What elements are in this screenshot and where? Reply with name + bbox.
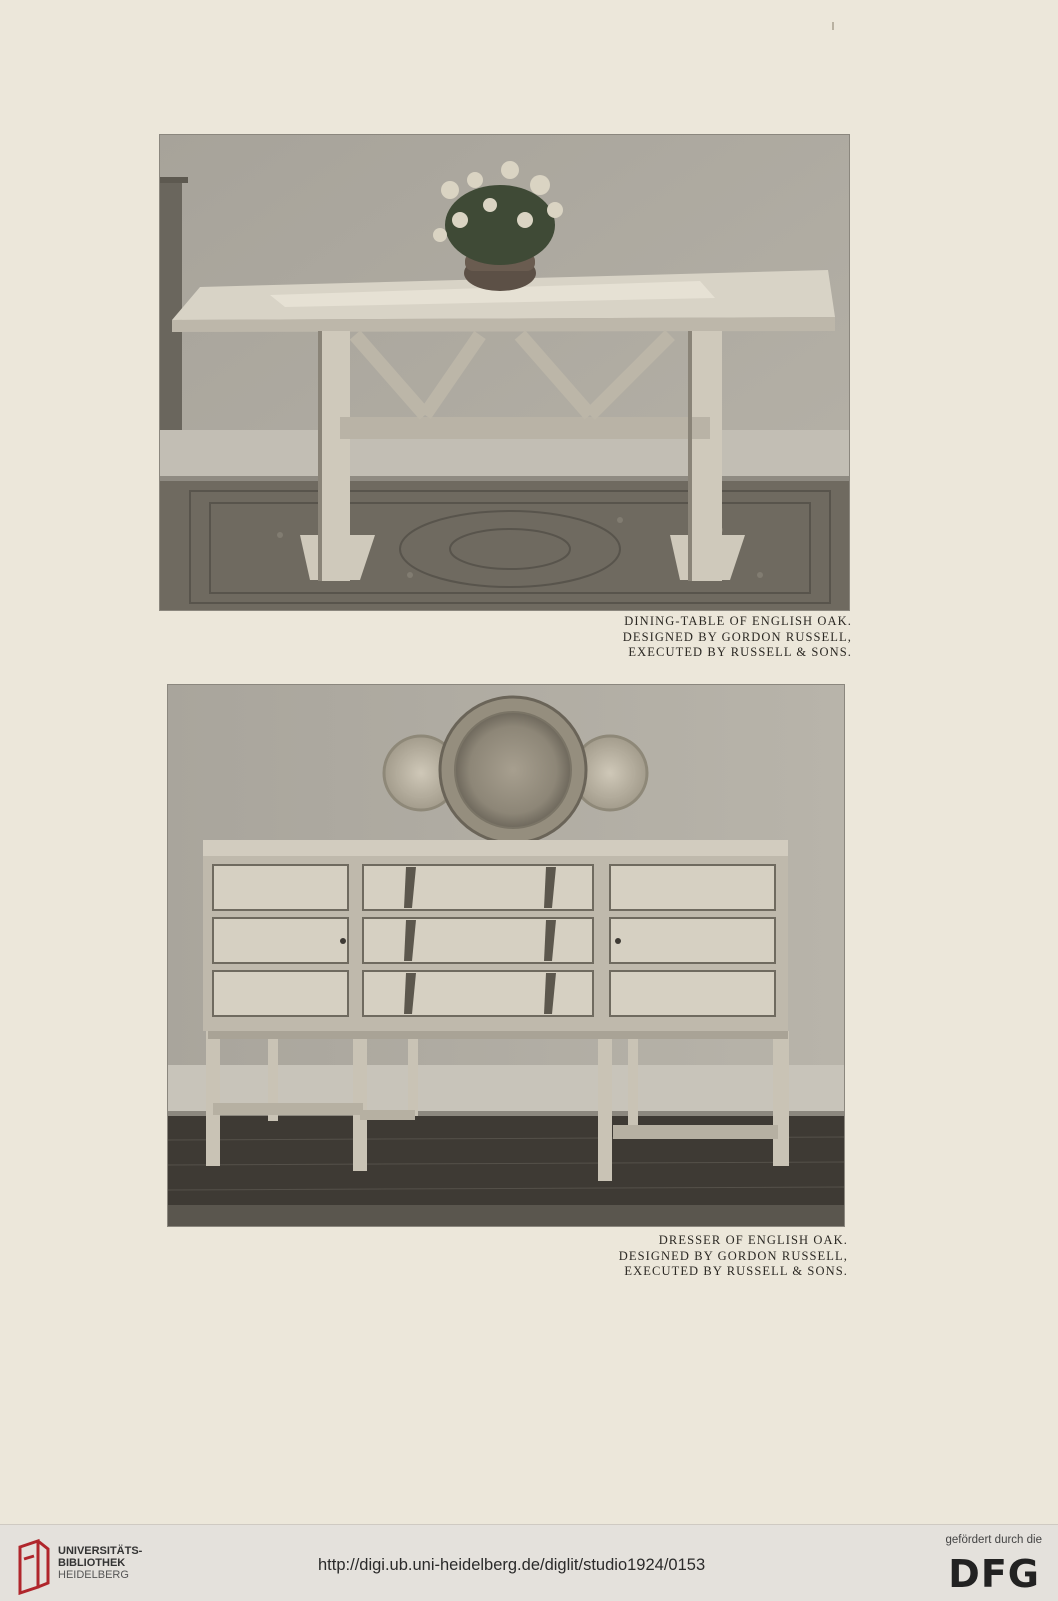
- photo-dining-table: [160, 135, 849, 610]
- caption-line: EXECUTED BY RUSSELL & SONS.: [628, 645, 852, 659]
- paper-speck: [832, 22, 834, 30]
- library-name-line: HEIDELBERG: [58, 1569, 129, 1581]
- caption-line: DESIGNED BY GORDON RUSSELL,: [618, 1248, 848, 1263]
- caption-dining-table: [623, 614, 852, 661]
- caption-dresser: [619, 1233, 848, 1280]
- library-name-line: BIBLIOTHEK: [58, 1557, 126, 1569]
- caption-line: DESIGNED BY GORDON RUSSELL,: [622, 629, 852, 644]
- photo-dresser: [168, 685, 844, 1226]
- footer-bar: [0, 1524, 1058, 1601]
- caption-line: DRESSER OF ENGLISH OAK.: [658, 1233, 848, 1247]
- library-name-line: UNIVERSITÄTS-: [58, 1545, 143, 1557]
- dfg-logo[interactable]: DFG: [948, 1552, 1040, 1596]
- library-name[interactable]: [58, 1545, 142, 1581]
- caption-line: DINING-TABLE OF ENGLISH OAK.: [624, 614, 852, 628]
- funding-label: gefördert durch die: [945, 1534, 1042, 1546]
- caption-line: EXECUTED BY RUSSELL & SONS.: [624, 1264, 848, 1278]
- university-library-logo-icon[interactable]: [14, 1537, 54, 1595]
- permalink-url[interactable]: http://digi.ub.uni-heidelberg.de/diglit/studio1924/0153: [318, 1556, 706, 1574]
